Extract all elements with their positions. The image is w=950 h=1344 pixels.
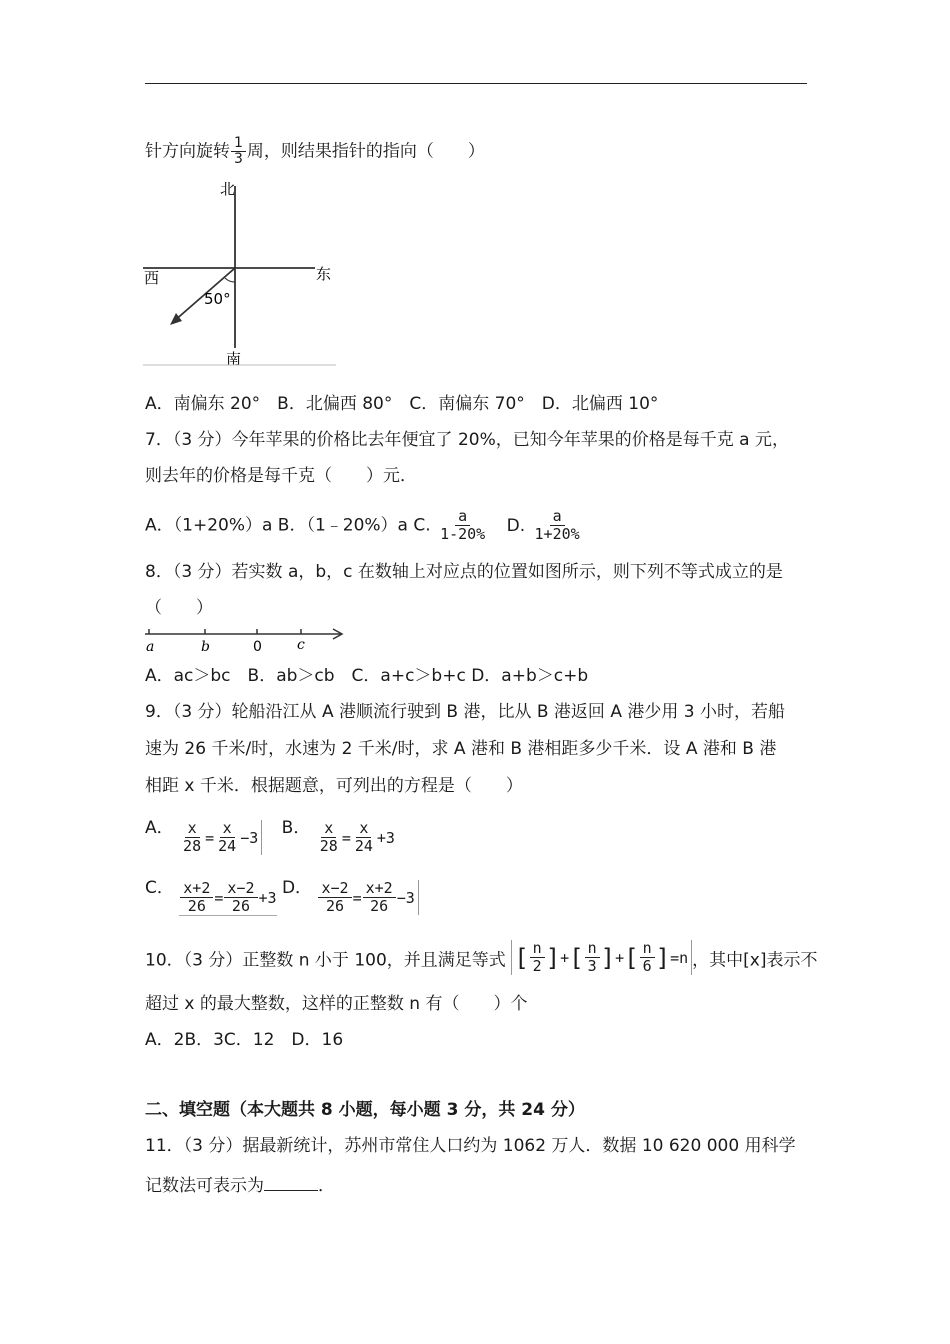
q9-line3: 相距 x 千米．根据题意，可列出的方程是（ ） bbox=[145, 776, 523, 796]
q7-option-d-fraction: $\frac{a}{1+20\%}$ bbox=[534, 507, 580, 543]
q8-line1: 8．（3 分）若实数 a，b，c 在数轴上对应点的位置如图所示，则下列不等式成立的是 bbox=[145, 562, 783, 582]
section-2-heading: 二、填空题（本大题共 8 小题，每小题 3 分，共 24 分） bbox=[145, 1100, 585, 1120]
point-a-label: a bbox=[146, 639, 155, 655]
east-label: 东 bbox=[316, 265, 332, 283]
q9-option-c-equation: $\frac{x+2}{26}$ = $\frac{x-2}{26}$ +3 bbox=[179, 880, 276, 916]
q10-line2: 超过 x 的最大整数，这样的正整数 n 有（ ）个 bbox=[145, 994, 528, 1014]
angle-label: 50° bbox=[204, 290, 231, 308]
q9-line1: 9．（3 分）轮船沿江从 A 港顺流行驶到 B 港，比从 B 港返回 A 港少用 3 小时，若船 bbox=[145, 702, 785, 722]
q10-options: A．2B．3C．12 D．16 bbox=[145, 1030, 344, 1050]
q9-options-cd: C． $\frac{x+2}{26}$ = $\frac{x-2}{26}$ +3 D． $\frac{x-2}{26}$ = $\frac{x+2}{26}$ −3 bbox=[145, 876, 419, 916]
q9-option-b-equation: $\frac{x}{28}$ = $\frac{x}{24}$ +3 bbox=[319, 819, 395, 855]
point-b-label: b bbox=[201, 639, 210, 655]
q7-line2: 则去年的价格是每千克（ ）元． bbox=[145, 466, 417, 486]
q11-line2: 记数法可表示为 ． bbox=[145, 1172, 335, 1198]
q8-options: A．ac＞bc B．ab＞cb C．a+c＞b+c D．a+b＞c+b bbox=[145, 666, 589, 686]
q10-line1: 10．（3 分）正整数 n 小于 100，并且满足等式 [ $\frac{n}{2}$ ] + [ $\frac{n}{3}$ ] + [ $\frac{n}{6}$ ] =n ，其中[x]表示不 bbox=[145, 939, 818, 975]
header-rule bbox=[145, 83, 807, 84]
compass-figure bbox=[140, 178, 340, 368]
q10-floor-equation: [ $\frac{n}{2}$ ] + [ $\frac{n}{3}$ ] + [ $\frac{n}{6}$ ] =n bbox=[511, 940, 692, 975]
q11-line1: 11．（3 分）据最新统计，苏州市常住人口约为 1062 万人．数据 10 620 000 用科学 bbox=[145, 1136, 796, 1156]
q9-line2: 速为 26 千米/时，水速为 2 千米/时，求 A 港和 B 港相距多少千米．设 A 港和 B 港 bbox=[145, 739, 777, 759]
origin-label: 0 bbox=[253, 639, 262, 655]
answer-blank[interactable] bbox=[264, 1172, 318, 1191]
q8-line2: （ ） bbox=[145, 598, 213, 618]
q9-options-ab: A． $\frac{x}{28}$ = $\frac{x}{24}$ −3 B． $\frac{x}{28}$ = $\frac{x}{24}$ +3 bbox=[145, 818, 395, 855]
angle-arc bbox=[225, 278, 235, 282]
north-label: 北 bbox=[220, 180, 236, 198]
q6-options: A．南偏东 20° B．北偏西 80° C．南偏东 70° D．北偏西 10° bbox=[145, 394, 659, 414]
q7-line1: 7．（3 分）今年苹果的价格比去年便宜了 20%，已知今年苹果的价格是每千克 a 元， bbox=[145, 430, 789, 450]
point-c-label: c bbox=[297, 637, 305, 653]
south-label: 南 bbox=[226, 350, 242, 368]
q7-options: A．（1+20%）a B．（1﹣20%）a C. $\frac{a}{1-20\%}$ D. $\frac{a}{1+20\%}$ bbox=[145, 508, 584, 543]
q6-stem: 针方向旋转 $\frac{1}{3}$ 周，则结果指针的指向（ ） bbox=[145, 135, 485, 167]
q9-option-d-equation: $\frac{x-2}{26}$ = $\frac{x+2}{26}$ −3 bbox=[317, 880, 418, 915]
q9-option-a-equation: $\frac{x}{28}$ = $\frac{x}{24}$ −3 bbox=[179, 820, 262, 855]
fraction-one-third: $\frac{1}{3}$ bbox=[231, 136, 246, 167]
number-line-figure bbox=[143, 624, 349, 656]
q7-option-c-fraction: $\frac{a}{1-20\%}$ bbox=[440, 507, 486, 543]
west-label: 西 bbox=[144, 269, 160, 287]
